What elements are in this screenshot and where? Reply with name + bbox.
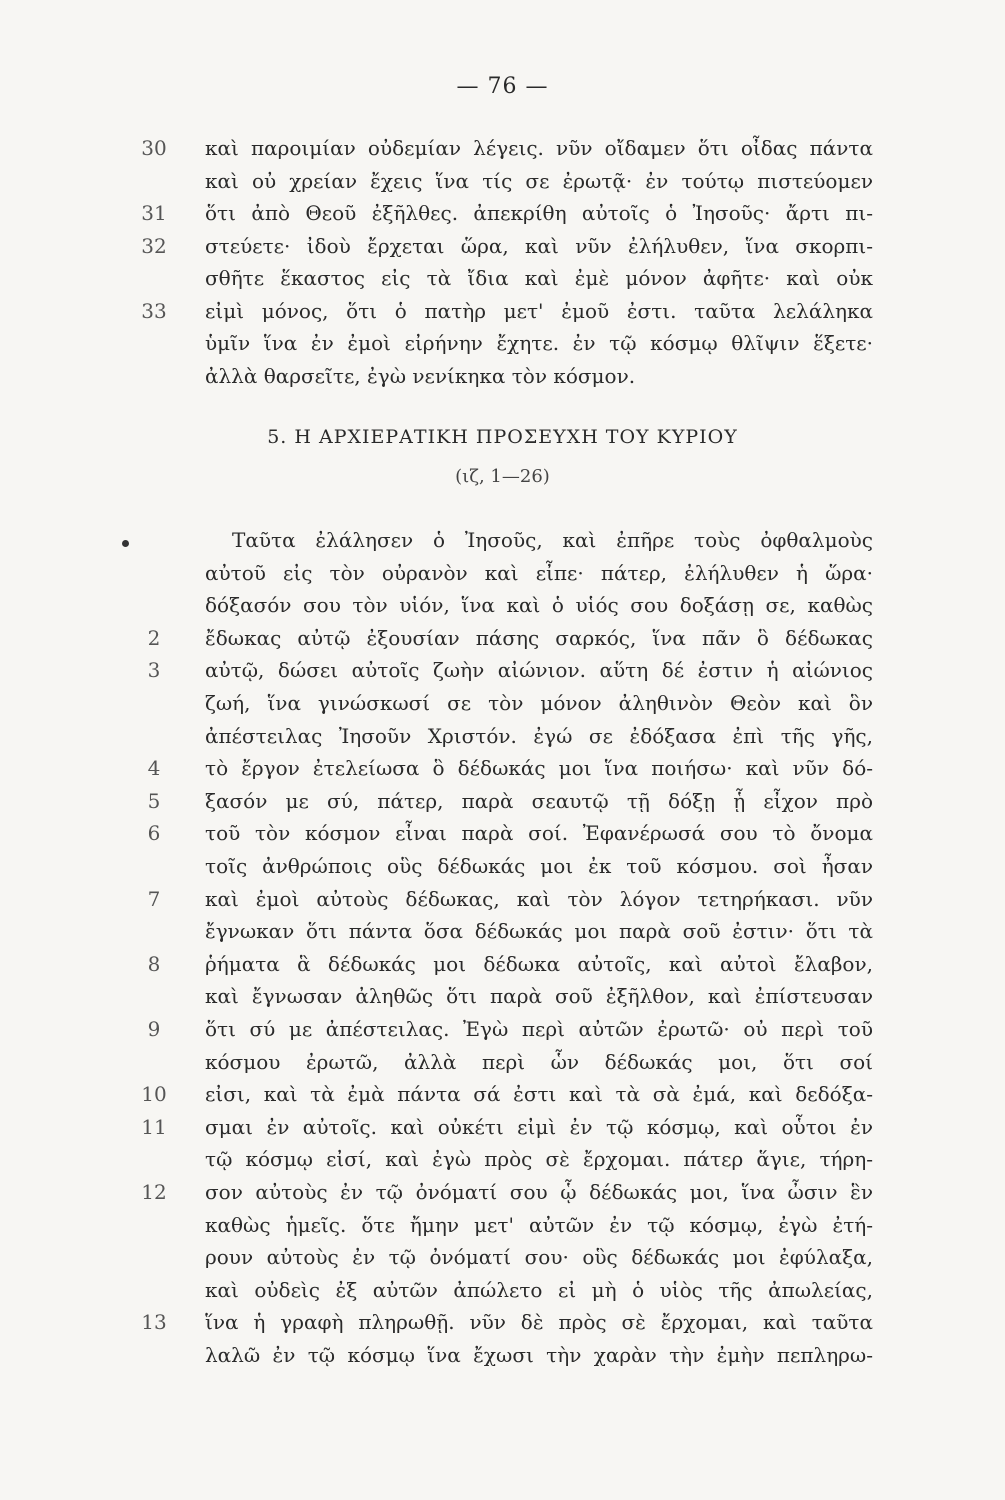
text-line [0, 1141, 1005, 1177]
text-line [0, 881, 1005, 917]
line-text: σον αὐτοὺς ἐν τῷ ὀνόματί σου ᾧ δέδωκάς μοι, ἵνα ὦσιν ἓν [205, 1180, 873, 1204]
line-text: εἰμὶ μόνος, ὅτι ὁ πατὴρ μετ' ἐμοῦ ἐστι. ταῦτα λελάληκα [205, 298, 873, 323]
text-line [0, 815, 1005, 851]
verse-number: 13 [141, 1310, 167, 1335]
verse-number: 6 [147, 821, 161, 846]
verse-number: 5 [147, 788, 161, 813]
text-line [0, 195, 1005, 231]
line-text: καθὼς ἡμεῖς. ὅτε ἤμην μετ' αὐτῶν ἐν τῷ κόσμῳ, ἐγὼ ἐτή- [205, 1212, 873, 1237]
line-text: αὐτῷ, δώσει αὐτοῖς ζωὴν αἰώνιον. αὕτη δέ ἐστιν ἡ αἰώνιος [205, 658, 873, 683]
text-line [0, 1304, 1005, 1340]
text-line [0, 620, 1005, 656]
verse-number: 4 [147, 756, 161, 781]
text-line [0, 228, 1005, 264]
line-text: ὅτι ἀπὸ Θεοῦ ἐξῆλθες. ἀπεκρίθη αὐτοῖς ὁ Ἰησοῦς· ἄρτι πι- [205, 201, 873, 225]
line-text: ῥήματα ἃ δέδωκάς μοι δέδωκα αὐτοῖς, καὶ αὐτοὶ ἔλαβον, [205, 951, 873, 976]
text-line [0, 1174, 1005, 1210]
text-line [0, 913, 1005, 949]
page-number: — 76 — [456, 74, 549, 99]
line-text: ὑμῖν ἵνα ἐν ἐμοὶ εἰρήνην ἔχητε. ἐν τῷ κόσμῳ θλῖψιν ἕξετε· [205, 331, 873, 355]
verse-number: 32 [141, 233, 167, 258]
line-text: καὶ ἔγνωσαν ἀληθῶς ὅτι παρὰ σοῦ ἐξῆλθον, καὶ ἐπίστευσαν [205, 984, 873, 1009]
section-heading: 5. Η ΑΡΧΙΕΡΑΤΙΚΗ ΠΡΟΣΕΥΧΗ ΤΟΥ ΚΥΡΙΟΥ [267, 426, 738, 448]
verse-number: 9 [147, 1017, 161, 1041]
verse-number: 12 [141, 1180, 167, 1204]
line-text: τοῦ τὸν κόσμον εἶναι παρὰ σοί. Ἐφανέρωσά σου τὸ ὄνομα [205, 821, 873, 846]
text-line [0, 130, 1005, 166]
line-text: στεύετε· ἰδοὺ ἔρχεται ὥρα, καὶ νῦν ἐλήλυθεν, ἵνα σκορπι- [205, 233, 873, 258]
verse-number: 10 [141, 1082, 167, 1107]
text-line [0, 163, 1005, 199]
text-line [0, 783, 1005, 819]
line-text: ζωή, ἵνα γινώσκωσί σε τὸν μόνον ἀληθινὸν Θεὸν καὶ ὃν [205, 691, 873, 715]
verse-number: 7 [147, 886, 161, 911]
text-line [0, 978, 1005, 1014]
text-line [0, 260, 1005, 296]
section-reference: (ιζ, 1—26) [455, 466, 550, 487]
line-text: ἀλλὰ θαρσεῖτε, ἐγὼ νενίκηκα τὸν κόσμον. [205, 363, 636, 388]
text-line [0, 750, 1005, 786]
line-text: καὶ οὐ χρείαν ἔχεις ἵνα τίς σε ἐρωτᾷ· ἐν τούτῳ πιστεύομεν [205, 168, 873, 193]
line-text: ἔγνωκαν ὅτι πάντα ὅσα δέδωκάς μοι παρὰ σοῦ ἐστιν· ὅτι τὰ [205, 919, 873, 944]
line-text: ξασόν με σύ, πάτερ, παρὰ σεαυτῷ τῇ δόξῃ ᾗ εἶχον πρὸ [205, 788, 873, 813]
line-text: σθῆτε ἕκαστος εἰς τὰ ἴδια καὶ ἐμὲ μόνον ἀφῆτε· καὶ οὐκ [205, 266, 873, 290]
text-line [0, 1239, 1005, 1275]
text-line [0, 848, 1005, 884]
line-text: καὶ οὐδεὶς ἐξ αὐτῶν ἀπώλετο εἰ μὴ ὁ υἱὸς τῆς ἀπωλείας, [205, 1277, 873, 1302]
line-text: εἰσι, καὶ τὰ ἐμὰ πάντα σά ἐστι καὶ τὰ σὰ ἐμά, καὶ δεδόξα- [205, 1082, 873, 1107]
text-line [0, 946, 1005, 982]
verse-number: 8 [147, 951, 161, 976]
line-text: καὶ παροιμίαν οὐδεμίαν λέγεις. νῦν οἴδαμεν ὅτι οἶδας πάντα [205, 136, 873, 160]
text-line [0, 1011, 1005, 1047]
text-line [0, 522, 1005, 558]
line-text: τὸ ἔργον ἐτελείωσα ὃ δέδωκάς μοι ἵνα ποιήσω· καὶ νῦν δό- [205, 756, 873, 781]
text-line [0, 1337, 1005, 1373]
verse-number: 31 [141, 201, 167, 225]
verse-number: 30 [141, 136, 167, 160]
text-line [0, 1272, 1005, 1308]
text-line [0, 325, 1005, 361]
line-text: Ταῦτα ἐλάλησεν ὁ Ἰησοῦς, καὶ ἐπῆρε τοὺς ὀφθαλμοὺς [232, 528, 873, 552]
text-line [0, 685, 1005, 721]
line-text: ἀπέστειλας Ἰησοῦν Χριστόν. ἐγώ σε ἐδόξασα ἐπὶ τῆς γῆς, [205, 723, 873, 748]
line-text: σμαι ἐν αὐτοῖς. καὶ οὐκέτι εἰμὶ ἐν τῷ κόσμῳ, καὶ οὗτοι ἐν [205, 1114, 873, 1139]
text-line [0, 358, 1005, 394]
line-text: ρουν αὐτοὺς ἐν τῷ ὀνόματί σου· οὓς δέδωκάς μοι ἐφύλαξα, [205, 1245, 873, 1270]
line-text: δόξασόν σου τὸν υἱόν, ἵνα καὶ ὁ υἱός σου δοξάσῃ σε, καθὼς [205, 593, 873, 618]
verse-number: 11 [141, 1114, 167, 1139]
text-line [0, 652, 1005, 688]
verse-number: 3 [147, 658, 161, 683]
line-text: τῷ κόσμῳ εἰσί, καὶ ἐγὼ πρὸς σὲ ἔρχομαι. πάτερ ἅγιε, τήρη- [205, 1147, 873, 1172]
line-text: λαλῶ ἐν τῷ κόσμῳ ἵνα ἔχωσι τὴν χαρὰν τὴν ἐμὴν πεπληρω- [205, 1343, 873, 1367]
text-line [0, 1207, 1005, 1243]
line-text: ὅτι σύ με ἀπέστειλας. Ἐγὼ περὶ αὐτῶν ἐρωτῶ· οὐ περὶ τοῦ [205, 1017, 873, 1041]
verse-number: 2 [147, 625, 161, 650]
line-text: κόσμου ἐρωτῶ, ἀλλὰ περὶ ὧν δέδωκάς μοι, ὅτι σοί [205, 1049, 873, 1074]
text-line [0, 293, 1005, 329]
text-line [0, 587, 1005, 623]
line-text: ἵνα ἡ γραφὴ πληρωθῇ. νῦν δὲ πρὸς σὲ ἔρχομαι, καὶ ταῦτα [205, 1310, 873, 1335]
text-line [0, 555, 1005, 591]
line-text: ἔδωκας αὐτῷ ἐξουσίαν πάσης σαρκός, ἵνα πᾶν ὃ δέδωκας [205, 625, 873, 650]
text-line [0, 718, 1005, 754]
text-line [0, 1109, 1005, 1145]
line-text: αὐτοῦ εἰς τὸν οὐρανὸν καὶ εἶπε· πάτερ, ἐλήλυθεν ἡ ὥρα· [205, 560, 873, 585]
text-line [0, 1044, 1005, 1080]
line-text: τοῖς ἀνθρώποις οὓς δέδωκάς μοι ἐκ τοῦ κόσμου. σοὶ ἦσαν [205, 854, 873, 878]
verse-number: 33 [141, 298, 167, 323]
line-text: καὶ ἐμοὶ αὐτοὺς δέδωκας, καὶ τὸν λόγον τετηρήκασι. νῦν [205, 886, 873, 911]
text-line [0, 1076, 1005, 1112]
